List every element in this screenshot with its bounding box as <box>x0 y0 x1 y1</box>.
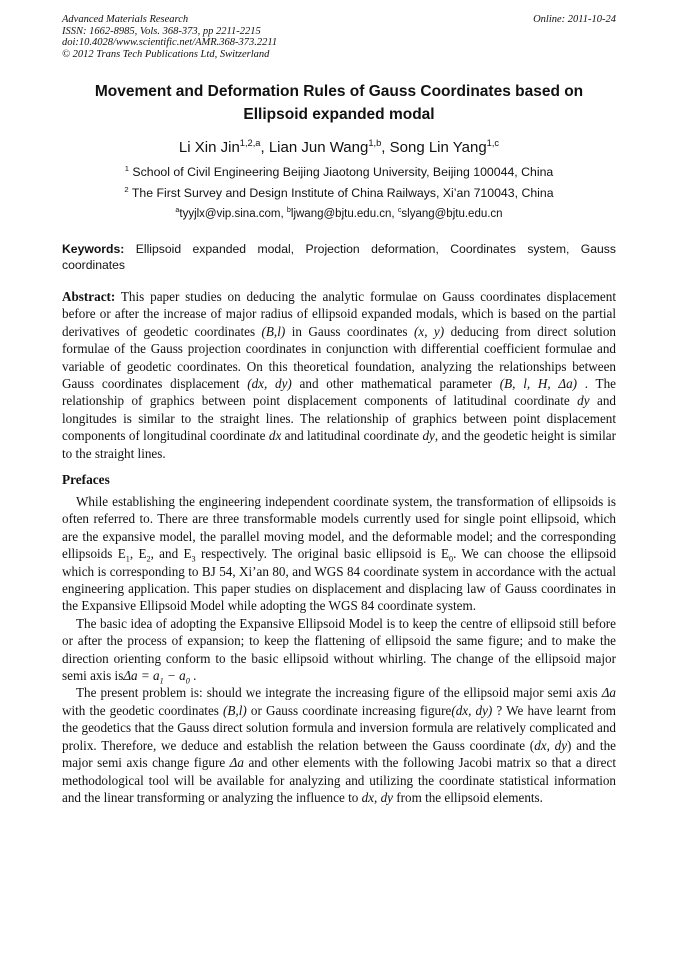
email-list <box>62 208 616 220</box>
section-heading-prefaces: Prefaces <box>62 472 110 487</box>
subscript: 0 <box>185 676 190 686</box>
abstract-text: deducing from direct solution formulae of the Gauss projection coordinates in conjunction with differential coefficient formulae and variable of geodetic coordinates. On this theoretical foundation, analyzing the relationships between Gauss coordinates displacement <box>62 323 616 392</box>
abstract-text: in Gauss coordinates <box>285 323 414 339</box>
math-expression: dx <box>361 789 374 805</box>
paragraph-text: While establishing the engineering independent coordinate system, the transformation of ellipsoids is often referred to. There are three transformable models currently used for single point ellipsoid, which are the expansive model, the parallel moving model, and the deformable model; and the corresponding ellipsoids E <box>62 494 616 562</box>
paragraph-text: respectively. The original basic ellipsoid is E <box>195 546 449 562</box>
math-expression: (B, l, H, Δa) <box>499 376 578 392</box>
math-expression: (x, y) <box>413 323 445 339</box>
math-expression: dy <box>422 428 435 444</box>
math-expression: dy <box>577 393 590 409</box>
paragraph-text: with the geodetic coordinates <box>62 702 224 718</box>
doi-line: doi:10.4028/www.scientific.net/AMR.368-373.2211 <box>62 37 278 49</box>
affiliation-2 <box>62 186 616 200</box>
author-superscript: 1,c <box>486 138 500 148</box>
issn-line: ISSN: 1662-8985, Vols. 368-373, pp 2211-2215 <box>62 25 261 37</box>
title-line-2: Ellipsoid expanded modal <box>243 106 435 123</box>
paragraph-text: or Gauss coordinate increasing figure <box>246 702 452 718</box>
keywords-label: Keywords: <box>62 242 125 256</box>
paragraph-text: The basic idea of adopting the Expansive Ellipsoid Model is to keep the centre of ellipsoid still before or after the process of expansion; to keep the flattening of ellipsoid the same figure; and to make the direction orienting conform to the basic ellipsoid without whirling. The change of the ellipsoid major semi axis is <box>62 615 616 684</box>
paragraph-text: ? We have learnt from the geodetics that the Gauss direct solution formula and inversion formula are relatively complicated and prolix. Therefore, we deduce and establish the relation between the Gauss coordinate ( <box>62 702 616 753</box>
author-separator: , <box>260 139 269 156</box>
math-expression: Δa = a <box>123 668 160 684</box>
math-expression: dx, dy <box>534 737 568 753</box>
paragraph-2 <box>62 615 616 685</box>
author-name: Lian Jun Wang <box>268 139 369 156</box>
math-expression: (dx, dy) <box>247 376 292 392</box>
email-address: tyyjlx@vip.sina.com, <box>179 208 287 220</box>
affiliation-text: School of Civil Engineering Beijing Jiaotong University, Beijing 100044, China <box>128 165 554 179</box>
paragraph-text: , <box>373 789 381 805</box>
math-expression: − a <box>163 668 186 684</box>
affiliation-number: 1 <box>124 163 129 173</box>
keywords-text: Ellipsoid expanded modal, Projection deformation, Coordinates system, Gauss coordinates <box>62 242 616 272</box>
online-date: Online: 2011-10-24 <box>533 14 616 25</box>
affiliation-text: The First Survey and Design Institute of China Railways, Xi’an 710043, China <box>128 186 554 200</box>
paragraph-text: . We can choose the ellipsoid which is corresponding to BJ 54, Xi’an 80, and WGS 84 coordinate system in accordance with the actual engineering application. This paper studies on displacement and displacing law of Gauss coordinates in the Expansive Ellipsoid Model while adopting the WGS 84 coordinate system. <box>62 546 617 614</box>
abstract <box>62 288 616 462</box>
subscript: 2 <box>146 554 151 564</box>
abstract-label: Abstract: <box>62 289 116 304</box>
email-address: slyang@bjtu.edu.cn <box>401 208 503 220</box>
paragraph-text: from the ellipsoid elements. <box>392 789 543 805</box>
email-superscript: a <box>175 206 180 215</box>
author-separator: , <box>381 139 390 156</box>
title-line-1: Movement and Deformation Rules of Gauss Coordinates based on <box>94 83 584 100</box>
abstract-text: . The relationship of graphics between point displacement components of latitudinal coordinate <box>62 376 616 409</box>
subscript: 0 <box>449 554 454 564</box>
prefaces-body <box>62 493 616 806</box>
abstract-text: and longitudes is similar to the straight lines. The relationship of graphics between point displacement components of longitudinal coordinate <box>62 393 616 444</box>
math-expression: Δa <box>229 755 244 771</box>
subscript: 1 <box>159 676 164 686</box>
subscript: 1 <box>125 554 130 564</box>
email-address: ljwang@bjtu.edu.cn, <box>290 208 398 220</box>
paragraph-text: and other elements with the following Jacobi matrix so that a direct methodological tool will be available for analyzing and utilizing the coordinate statistical information and the linear transforming or analyzing the influence to <box>62 755 616 805</box>
author-name: Li Xin Jin <box>178 139 240 156</box>
abstract-text: and latitudinal coordinate <box>281 428 423 444</box>
paragraph-text: ) and the major semi axis change figure <box>62 737 616 771</box>
paragraph-1 <box>62 493 616 615</box>
author-list <box>62 139 616 156</box>
author-name: Song Lin Yang <box>389 139 487 156</box>
email-superscript: b <box>286 206 291 215</box>
journal-name: Advanced Materials Research <box>62 14 189 25</box>
paragraph-text: . <box>189 668 197 684</box>
math-expression: dy <box>380 789 393 805</box>
copyright-line: © 2012 Trans Tech Publications Ltd, Switzerland <box>62 48 270 60</box>
math-expression: dx <box>268 428 282 444</box>
keywords <box>62 241 616 273</box>
paragraph-text: , and E <box>150 546 192 562</box>
subscript: 3 <box>191 554 196 564</box>
affiliation-number: 2 <box>124 184 129 194</box>
abstract-text: This paper studies on deducing the analytic formulae on Gauss coordinates displacement before or after the increase of major radius of ellipsoid expanded modals, which is based on the partial derivatives of geodetic coordinates <box>62 289 616 339</box>
math-expression: Δa <box>601 685 616 701</box>
math-expression: (dx, dy) <box>451 702 493 718</box>
abstract-text: , and the geodetic height is similar to the straight lines. <box>62 428 617 461</box>
math-expression: (B,l) <box>223 702 247 718</box>
affiliation-1 <box>62 165 616 179</box>
running-header <box>62 14 616 60</box>
paper-title <box>62 80 616 126</box>
paragraph-text: The present problem is: should we integrate the increasing figure of the ellipsoid major semi axis <box>76 685 602 701</box>
paragraph-3 <box>62 684 616 806</box>
math-expression: (B,l) <box>261 323 286 339</box>
author-superscript: 1,2,a <box>239 138 261 148</box>
author-superscript: 1,b <box>368 138 382 148</box>
email-superscript: c <box>397 206 402 215</box>
abstract-text: and other mathematical parameter <box>291 376 500 392</box>
paragraph-text: , E <box>129 546 147 562</box>
